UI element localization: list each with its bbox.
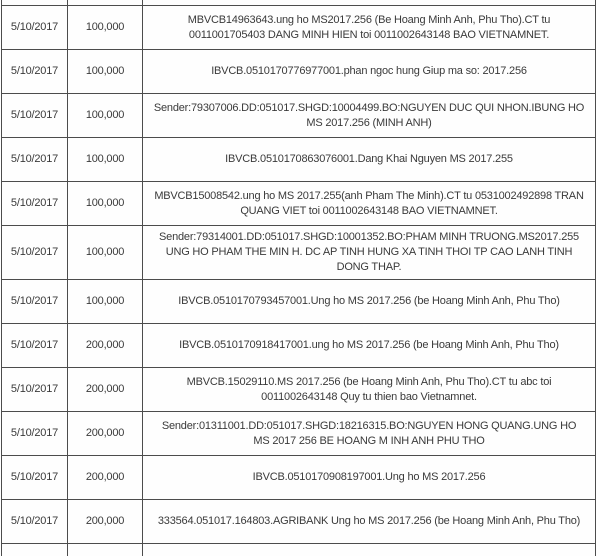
description-cell: Sender:01311001.DD:051017.SHGD:18216315.BO:NGUYEN HONG QUANG.UNG HO MS 2017 256 BE HOANG M INH ANH PHU THO [143, 412, 596, 456]
empty-cell [143, 544, 596, 556]
description-cell: IBVCB.0510170793457001.Ung ho MS 2017.256 (be Hoang Minh Anh, Phu Tho) [143, 280, 596, 324]
amount-cell: 200,000 [68, 324, 143, 368]
amount-cell: 100,000 [68, 6, 143, 50]
date-cell: 5/10/2017 [2, 50, 68, 94]
date-cell: 5/10/2017 [2, 324, 68, 368]
table-row [2, 94, 596, 138]
amount-cell: 200,000 [68, 368, 143, 412]
table-row [2, 50, 596, 94]
table-row [2, 138, 596, 182]
description-cell: IBVCB.0510170918417001.ung ho MS 2017.256 (be Hoang Minh Anh, Phu Tho) [143, 324, 596, 368]
description-cell: IBVCB.0510170776977001.phan ngoc hung Giup ma so: 2017.256 [143, 50, 596, 94]
date-cell: 5/10/2017 [2, 182, 68, 226]
date-cell: 5/10/2017 [2, 138, 68, 182]
amount-cell: 100,000 [68, 226, 143, 280]
partial-row-bottom [2, 544, 596, 556]
date-cell: 5/10/2017 [2, 6, 68, 50]
date-cell: 5/10/2017 [2, 94, 68, 138]
description-cell: IBVCB.0510170908197001.Ung ho MS 2017.256 [143, 456, 596, 500]
date-cell: 5/10/2017 [2, 456, 68, 500]
amount-cell: 100,000 [68, 182, 143, 226]
date-cell: 5/10/2017 [2, 500, 68, 544]
amount-cell: 100,000 [68, 138, 143, 182]
date-cell: 5/10/2017 [2, 368, 68, 412]
donation-transactions-table [1, 0, 596, 556]
amount-cell: 100,000 [68, 50, 143, 94]
empty-cell [2, 544, 68, 556]
description-cell: 333564.051017.164803.AGRIBANK Ung ho MS 2017.256 (be Hoang Minh Anh, Phu Tho) [143, 500, 596, 544]
amount-cell: 200,000 [68, 456, 143, 500]
table-row [2, 500, 596, 544]
description-cell: MBVCB14963643.ung ho MS2017.256 (Be Hoang Minh Anh, Phu Tho).CT tu 0011001705403 DANG MINH HIEN toi 0011002643148 BAO VIETNAMNET. [143, 6, 596, 50]
table-row [2, 368, 596, 412]
description-cell: IBVCB.0510170863076001.Dang Khai Nguyen MS 2017.255 [143, 138, 596, 182]
date-cell: 5/10/2017 [2, 226, 68, 280]
amount-cell: 200,000 [68, 412, 143, 456]
date-cell: 5/10/2017 [2, 280, 68, 324]
amount-cell: 200,000 [68, 500, 143, 544]
table-row [2, 226, 596, 280]
table-row [2, 324, 596, 368]
description-cell: Sender:79314001.DD:051017.SHGD:10001352.BO:PHAM MINH TRUONG.MS2017.255 UNG HO PHAM THE MIN H. DC AP TINH HUNG XA TINH THOI TP CAO LANH TINH DONG THAP. [143, 226, 596, 280]
table-row [2, 182, 596, 226]
description-cell: MBVCB.15029110.MS 2017.256 (be Hoang Minh Anh, Phu Tho).CT tu abc toi 0011002643148 Quy tu thien bao Vietnamnet. [143, 368, 596, 412]
description-cell: Sender:79307006.DD:051017.SHGD:10004499.BO:NGUYEN DUC QUI NHON.IBUNG HO MS 2017.256 (MINH ANH) [143, 94, 596, 138]
table-row [2, 456, 596, 500]
amount-cell: 100,000 [68, 280, 143, 324]
table-row [2, 412, 596, 456]
empty-cell [68, 544, 143, 556]
table-row [2, 6, 596, 50]
table-row [2, 280, 596, 324]
description-cell: MBVCB15008542.ung ho MS 2017.255(anh Pham The Minh).CT tu 0531002492898 TRAN QUANG VIET toi 0011002643148 BAO VIETNAMNET. [143, 182, 596, 226]
table-body [2, 0, 596, 556]
amount-cell: 100,000 [68, 94, 143, 138]
date-cell: 5/10/2017 [2, 412, 68, 456]
